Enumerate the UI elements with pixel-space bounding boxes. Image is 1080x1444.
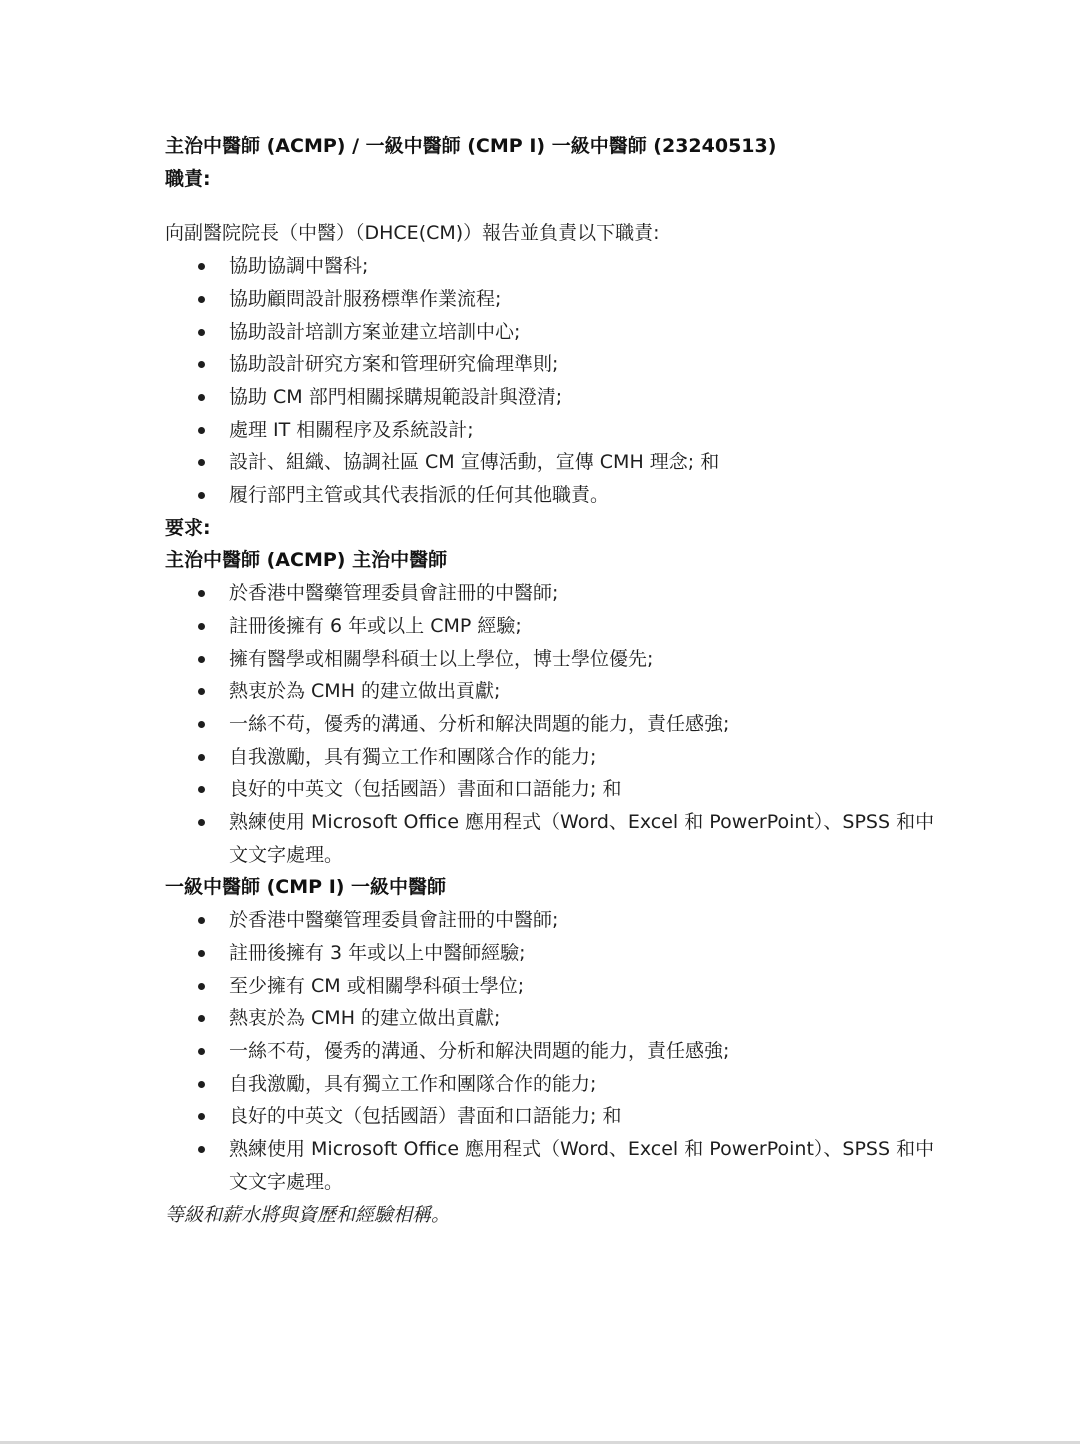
duty-item: 協助設計研究方案和管理研究倫理準則; (165, 348, 935, 381)
duties-list (165, 250, 935, 512)
requirements-heading: 要求: (165, 516, 211, 539)
requirement-item: 熟練使用 Microsoft Office 應用程式（Word、Excel 和 PowerPoint）、SPSS 和中文文字處理。 (165, 806, 935, 871)
requirement-item: 註冊後擁有 6 年或以上 CMP 經驗; (165, 610, 935, 643)
duty-item: 設計、組織、協調社區 CM 宣傳活動，宣傳 CMH 理念; 和 (165, 446, 935, 479)
report-line: 向副醫院院長（中醫）（DHCE(CM)）報告並負責以下職責: (165, 222, 660, 245)
requirement-item: 於香港中醫藥管理委員會註冊的中醫師; (165, 577, 935, 610)
requirement-item: 擁有醫學或相關學科碩士以上學位，博士學位優先; (165, 643, 935, 676)
cmp1-heading: 一級中醫師 (CMP I) 一級中醫師 (165, 876, 447, 899)
requirement-item: 熟練使用 Microsoft Office 應用程式（Word、Excel 和 PowerPoint）、SPSS 和中文文字處理。 (165, 1133, 935, 1198)
requirement-item: 於香港中醫藥管理委員會註冊的中醫師; (165, 904, 935, 937)
requirement-item: 良好的中英文（包括國語）書面和口語能力; 和 (165, 1100, 935, 1133)
requirement-item: 至少擁有 CM 或相關學科碩士學位; (165, 970, 935, 1003)
requirement-item: 自我激勵，具有獨立工作和團隊合作的能力; (165, 1068, 935, 1101)
requirement-item: 自我激勵，具有獨立工作和團隊合作的能力; (165, 741, 935, 774)
job-posting-document (165, 130, 935, 1231)
section-spacer (165, 195, 935, 217)
requirement-item: 良好的中英文（包括國語）書面和口語能力; 和 (165, 773, 935, 806)
duty-item: 協助 CM 部門相關採購規範設計與澄清; (165, 381, 935, 414)
acmp-requirements-list (165, 577, 935, 871)
duty-item: 協助設計培訓方案並建立培訓中心; (165, 316, 935, 349)
requirement-item: 熱衷於為 CMH 的建立做出貢獻; (165, 1002, 935, 1035)
duty-item: 處理 IT 相關程序及系統設計; (165, 414, 935, 447)
duty-item: 履行部門主管或其代表指派的任何其他職責。 (165, 479, 935, 512)
duty-item: 協助顧問設計服務標準作業流程; (165, 283, 935, 316)
cmp1-requirements-list (165, 904, 935, 1198)
requirement-item: 註冊後擁有 3 年或以上中醫師經驗; (165, 937, 935, 970)
requirement-item: 一絲不苟，優秀的溝通、分析和解決問題的能力，責任感強; (165, 1035, 935, 1068)
salary-note: 等級和薪水將與資歷和經驗相稱。 (165, 1203, 451, 1226)
requirement-item: 一絲不苟，優秀的溝通、分析和解決問題的能力，責任感強; (165, 708, 935, 741)
duty-item: 協助協調中醫科; (165, 250, 935, 283)
requirement-item: 熱衷於為 CMH 的建立做出貢獻; (165, 675, 935, 708)
duties-heading: 職責: (165, 167, 211, 190)
acmp-heading: 主治中醫師 (ACMP) 主治中醫師 (165, 549, 448, 572)
job-title: 主治中醫師 (ACMP) / 一級中醫師 (CMP I) 一級中醫師 (23240513) (165, 135, 777, 157)
